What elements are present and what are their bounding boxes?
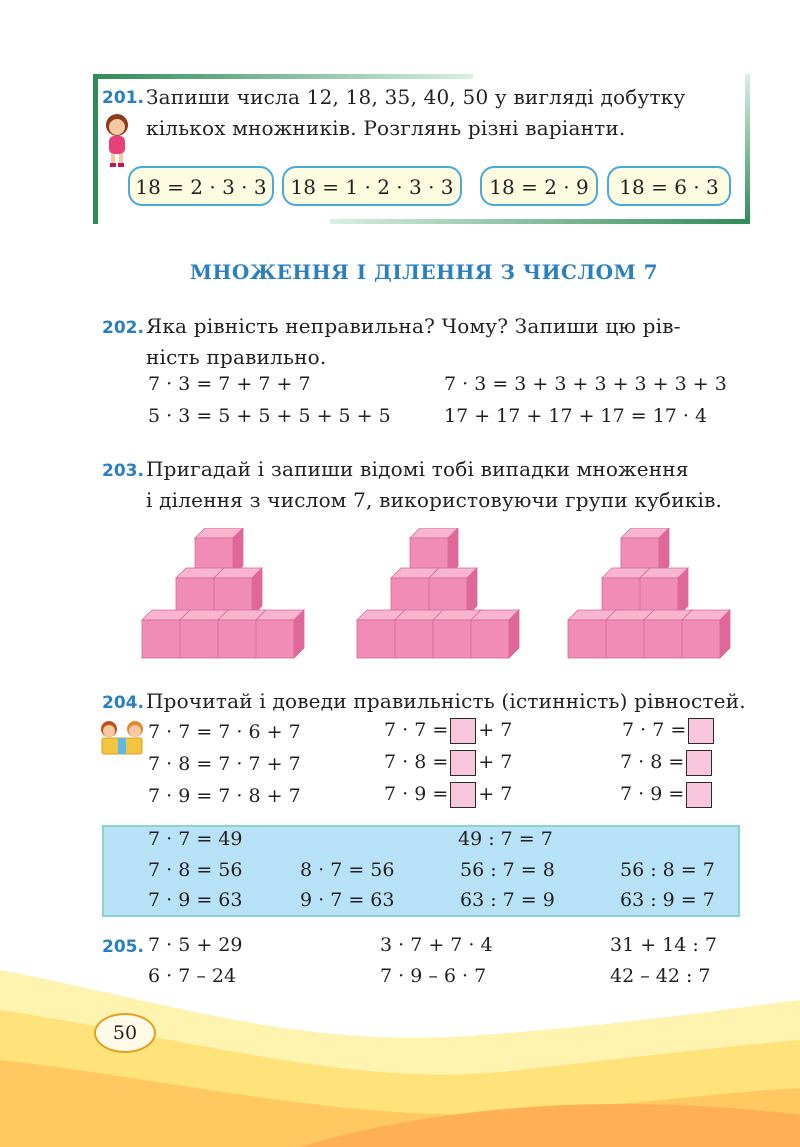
example-pill-3: 18 = 2 · 9	[480, 166, 598, 206]
task-203-number: 203.	[102, 461, 144, 481]
task-201-number: 201.	[102, 88, 144, 108]
kids-icon	[96, 716, 148, 756]
girl-icon	[100, 112, 134, 168]
answer-box[interactable]	[450, 782, 476, 808]
equation: 7 · 8 = 7 · 7 + 7	[148, 753, 301, 775]
task-204-number: 204.	[102, 693, 144, 713]
answer-box[interactable]	[686, 782, 712, 808]
fact: 49 : 7 = 7	[458, 828, 553, 850]
fact: 7 · 8 = 56	[148, 859, 243, 881]
task-205-number: 205.	[102, 937, 144, 957]
task-204-text: Прочитай і доведи правильність (істинність) рівностей.	[146, 689, 746, 713]
fill-in-equation: 7 · 8 = + 7	[384, 750, 512, 776]
fact: 56 : 7 = 8	[460, 859, 555, 881]
expression: 31 + 14 : 7	[610, 934, 717, 956]
fill-in-equation: 7 · 8 =	[620, 750, 714, 776]
cube-pyramids	[130, 528, 750, 663]
equation: 7 · 9 = 7 · 8 + 7	[148, 785, 301, 807]
fill-in-equation: 7 · 7 =	[622, 718, 716, 744]
answer-box[interactable]	[688, 718, 714, 744]
task-203-text: Пригадай і запиши відомі тобі випадки множення і ділення з числом 7, використовуючи групи кубиків.	[146, 457, 723, 512]
answer-box[interactable]	[686, 750, 712, 776]
page-number: 50	[94, 1013, 156, 1053]
fact: 56 : 8 = 7	[620, 859, 715, 881]
expression: 3 · 7 + 7 · 4	[380, 934, 493, 956]
fill-in-equation: 7 · 9 = + 7	[384, 782, 512, 808]
equation: 7 · 7 = 7 · 6 + 7	[148, 721, 301, 743]
task-202-number: 202.	[102, 318, 144, 338]
fill-in-equation: 7 · 7 = + 7	[384, 718, 512, 744]
task-202-text: Яка рівність неправильна? Чому? Запиши цю рів- ність правильно.	[146, 314, 681, 369]
fact: 63 : 9 = 7	[620, 889, 715, 911]
fact: 63 : 7 = 9	[460, 889, 555, 911]
section-title: МНОЖЕННЯ І ДІЛЕННЯ З ЧИСЛОМ 7	[189, 260, 659, 284]
fact: 7 · 7 = 49	[148, 828, 243, 850]
equation: 5 · 3 = 5 + 5 + 5 + 5 + 5	[148, 405, 391, 427]
answer-box[interactable]	[450, 718, 476, 744]
expression: 7 · 5 + 29	[148, 934, 243, 956]
example-pill-4: 18 = 6 · 3	[607, 166, 731, 206]
example-pill-2: 18 = 1 · 2 · 3 · 3	[282, 166, 462, 206]
example-pill-1: 18 = 2 · 3 · 3	[128, 166, 274, 206]
expression: 42 – 42 : 7	[610, 965, 711, 987]
expression: 7 · 9 – 6 · 7	[380, 965, 487, 987]
expression: 6 · 7 – 24	[148, 965, 237, 987]
equation: 7 · 3 = 3 + 3 + 3 + 3 + 3 + 3	[444, 373, 727, 395]
equation: 7 · 3 = 7 + 7 + 7	[148, 373, 311, 395]
answer-box[interactable]	[450, 750, 476, 776]
fact: 9 · 7 = 63	[300, 889, 395, 911]
fact: 8 · 7 = 56	[300, 859, 395, 881]
fact: 7 · 9 = 63	[148, 889, 243, 911]
equation: 17 + 17 + 17 + 17 = 17 · 4	[444, 405, 708, 427]
task-201-text: Запиши числа 12, 18, 35, 40, 50 у вигляді добутку кількох множників. Розглянь різні варіанти.	[146, 85, 686, 140]
fill-in-equation: 7 · 9 =	[620, 782, 714, 808]
